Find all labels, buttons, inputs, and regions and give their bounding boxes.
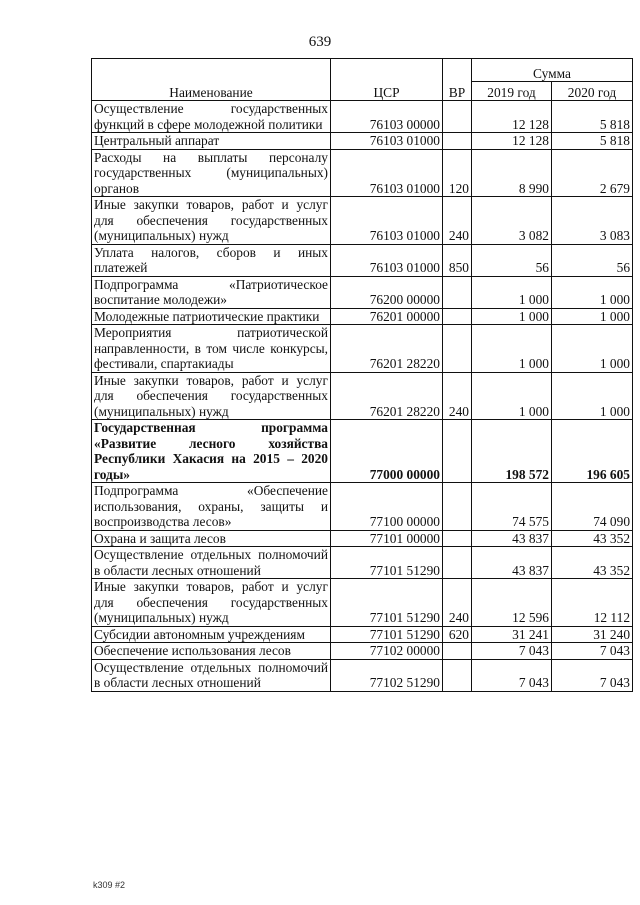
row-sum-2019: 74 575 [472, 483, 552, 531]
row-sum-2020: 1 000 [552, 308, 633, 325]
row-sum-2020: 3 083 [552, 197, 633, 245]
row-vr: 620 [443, 626, 472, 643]
row-name: Осуществление отдельных полномочий в области лесных отношений [92, 659, 331, 691]
row-name: Подпрограмма «Патриотическое воспитание молодежи» [92, 276, 331, 308]
row-sum-2019: 3 082 [472, 197, 552, 245]
header-sum: Сумма [472, 59, 633, 82]
row-csr: 77102 51290 [331, 659, 443, 691]
table-row [92, 372, 633, 420]
table-row [92, 197, 633, 245]
row-sum-2019: 56 [472, 244, 552, 276]
row-vr [443, 530, 472, 547]
row-sum-2020: 7 043 [552, 659, 633, 691]
row-sum-2020: 196 605 [552, 420, 633, 483]
row-name: Уплата налогов, сборов и иных платежей [92, 244, 331, 276]
row-name: Субсидии автономным учреждениям [92, 626, 331, 643]
table-row [92, 133, 633, 150]
row-sum-2019: 12 128 [472, 101, 552, 133]
row-csr: 76103 01000 [331, 244, 443, 276]
table-row [92, 276, 633, 308]
row-csr: 77101 51290 [331, 626, 443, 643]
row-sum-2020: 12 112 [552, 579, 633, 627]
row-sum-2019: 12 128 [472, 133, 552, 150]
row-sum-2020: 5 818 [552, 133, 633, 150]
header-year-2019: 2019 год [472, 82, 552, 101]
row-sum-2020: 7 043 [552, 643, 633, 660]
row-sum-2020: 31 240 [552, 626, 633, 643]
row-sum-2019: 1 000 [472, 276, 552, 308]
row-sum-2020: 56 [552, 244, 633, 276]
row-sum-2020: 1 000 [552, 372, 633, 420]
row-sum-2019: 43 837 [472, 547, 552, 579]
row-name: Расходы на выплаты персоналу государственных (муниципальных) органов [92, 149, 331, 197]
row-name: Иные закупки товаров, работ и услуг для обеспечения государственных (муниципальных) нужд [92, 197, 331, 245]
row-sum-2020: 43 352 [552, 547, 633, 579]
row-name: Обеспечение использования лесов [92, 643, 331, 660]
row-vr [443, 643, 472, 660]
row-csr: 76103 01000 [331, 149, 443, 197]
row-csr: 77101 51290 [331, 579, 443, 627]
header-year-2020: 2020 год [552, 82, 633, 101]
row-vr [443, 659, 472, 691]
row-sum-2019: 1 000 [472, 372, 552, 420]
header-csr: ЦСР [331, 59, 443, 101]
row-name: Иные закупки товаров, работ и услуг для обеспечения государственных (муниципальных) нужд [92, 372, 331, 420]
table-row [92, 244, 633, 276]
row-vr [443, 308, 472, 325]
row-vr [443, 101, 472, 133]
row-vr: 120 [443, 149, 472, 197]
row-csr: 77101 00000 [331, 530, 443, 547]
table-row [92, 530, 633, 547]
row-csr: 77100 00000 [331, 483, 443, 531]
row-vr [443, 276, 472, 308]
row-csr: 76103 00000 [331, 101, 443, 133]
row-name: Центральный аппарат [92, 133, 331, 150]
footer-code: k309 #2 [93, 880, 126, 890]
row-sum-2019: 8 990 [472, 149, 552, 197]
table-row [92, 626, 633, 643]
row-vr: 240 [443, 579, 472, 627]
row-sum-2019: 12 596 [472, 579, 552, 627]
row-name: Подпрограмма «Обеспечение использования, охраны, защиты и воспроизводства лесов» [92, 483, 331, 531]
table-row [92, 325, 633, 373]
row-csr: 76201 28220 [331, 325, 443, 373]
row-sum-2019: 1 000 [472, 308, 552, 325]
table-row [92, 308, 633, 325]
row-sum-2019: 31 241 [472, 626, 552, 643]
row-csr: 76103 01000 [331, 197, 443, 245]
table-row [92, 579, 633, 627]
table-row [92, 101, 633, 133]
row-sum-2020: 1 000 [552, 276, 633, 308]
row-csr: 76200 00000 [331, 276, 443, 308]
row-sum-2019: 198 572 [472, 420, 552, 483]
row-vr [443, 483, 472, 531]
row-sum-2020: 5 818 [552, 101, 633, 133]
row-sum-2020: 2 679 [552, 149, 633, 197]
row-vr: 850 [443, 244, 472, 276]
table-row [92, 420, 633, 483]
page-number: 639 [308, 34, 332, 50]
row-name: Молодежные патриотические практики [92, 308, 331, 325]
header-vr: ВР [443, 59, 472, 101]
table-row [92, 547, 633, 579]
row-sum-2019: 7 043 [472, 643, 552, 660]
row-sum-2020: 74 090 [552, 483, 633, 531]
row-csr: 77000 00000 [331, 420, 443, 483]
row-sum-2020: 43 352 [552, 530, 633, 547]
row-sum-2019: 43 837 [472, 530, 552, 547]
table-body [92, 101, 633, 692]
row-csr: 76103 01000 [331, 133, 443, 150]
table-row [92, 643, 633, 660]
table-row [92, 483, 633, 531]
row-vr: 240 [443, 372, 472, 420]
row-name: Государственная программа «Развитие лесного хозяйства Республики Хакасия на 2015 – 2020 годы» [92, 420, 331, 483]
row-csr: 76201 28220 [331, 372, 443, 420]
row-vr [443, 133, 472, 150]
row-csr: 77101 51290 [331, 547, 443, 579]
row-sum-2019: 1 000 [472, 325, 552, 373]
row-name: Осуществление отдельных полномочий в области лесных отношений [92, 547, 331, 579]
row-vr [443, 547, 472, 579]
row-csr: 77102 00000 [331, 643, 443, 660]
row-csr: 76201 00000 [331, 308, 443, 325]
row-name: Осуществление государственных функций в сфере молодежной политики [92, 101, 331, 133]
table-row [92, 659, 633, 691]
header-name: Наименование [92, 59, 331, 101]
table-row [92, 149, 633, 197]
row-vr [443, 420, 472, 483]
row-vr: 240 [443, 197, 472, 245]
row-sum-2020: 1 000 [552, 325, 633, 373]
row-sum-2019: 7 043 [472, 659, 552, 691]
row-name: Иные закупки товаров, работ и услуг для обеспечения государственных (муниципальных) нужд [92, 579, 331, 627]
row-name: Охрана и защита лесов [92, 530, 331, 547]
row-name: Мероприятия патриотической направленности, в том числе конкурсы, фестивали, спартакиады [92, 325, 331, 373]
row-vr [443, 325, 472, 373]
budget-table [91, 58, 633, 692]
